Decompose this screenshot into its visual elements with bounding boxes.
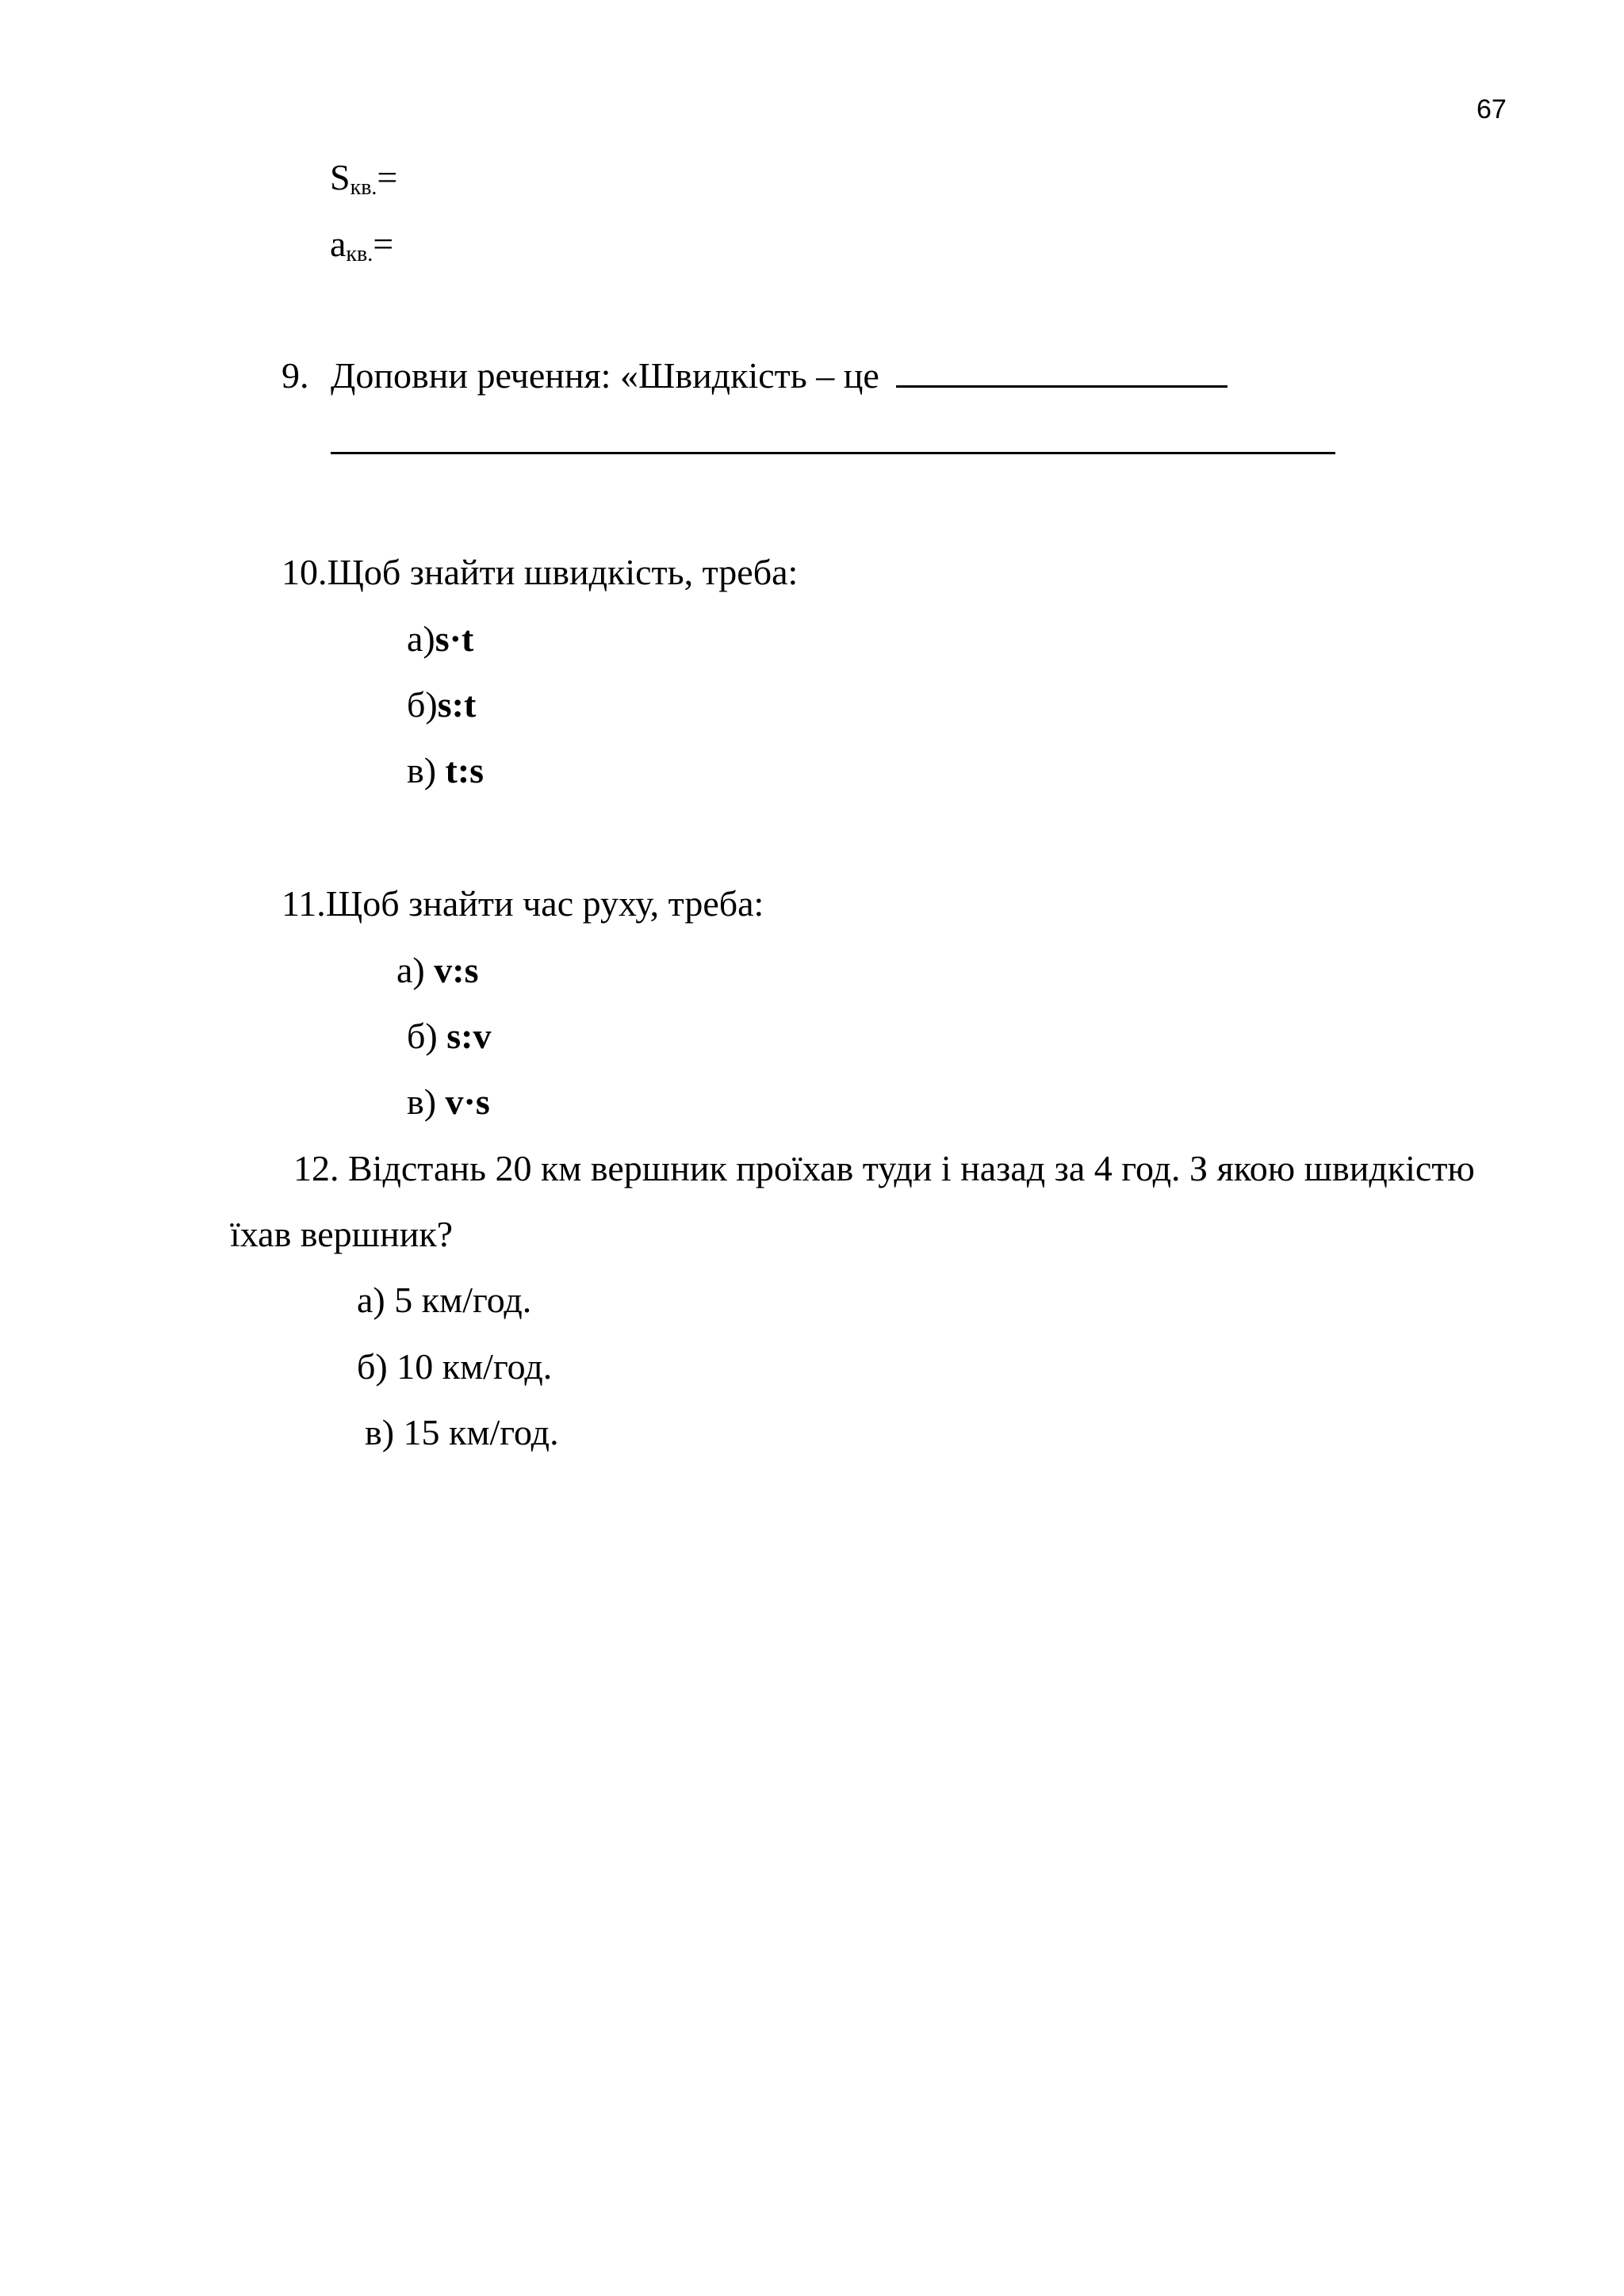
option-formula: s:v xyxy=(446,1016,492,1056)
formula-suffix: = xyxy=(373,224,394,264)
formula-symbol: S xyxy=(330,157,350,197)
question-number: 11. xyxy=(282,883,326,924)
formula-s xyxy=(330,155,397,210)
formula-subscript: кв. xyxy=(346,242,373,266)
option-label: б) xyxy=(407,684,438,725)
q11-option-a[interactable] xyxy=(396,948,478,993)
answer-blank-1[interactable] xyxy=(896,355,1228,388)
option-formula: s·t xyxy=(435,618,474,659)
option-formula: v·s xyxy=(445,1081,490,1122)
question-11 xyxy=(282,882,764,926)
question-10 xyxy=(282,550,798,595)
q10-option-c[interactable] xyxy=(407,748,484,793)
formula-symbol: а xyxy=(330,224,347,264)
question-text: Щоб знайти час руху, треба: xyxy=(325,883,764,924)
answer-blank-line-2[interactable] xyxy=(331,420,1335,465)
option-formula: s:t xyxy=(437,684,477,725)
page-number: 67 xyxy=(1477,94,1507,124)
formula-a xyxy=(330,222,393,277)
q12-option-a[interactable]: а) 5 км/год. xyxy=(357,1280,532,1320)
option-label: а) xyxy=(407,618,435,659)
q10-option-a[interactable] xyxy=(407,617,473,661)
question-number: 9. xyxy=(282,355,309,396)
question-12-line-1: 12. Відстань 20 км вершник проїхав туди і назад за 4 год. З якою швидкістю xyxy=(293,1148,1475,1188)
option-formula: v:s xyxy=(434,950,479,990)
option-label: а) xyxy=(396,950,435,990)
question-text: Щоб знайти швидкість, треба: xyxy=(327,552,799,592)
question-text: Доповни речення: «Швидкість – це xyxy=(331,355,879,396)
q10-option-b[interactable] xyxy=(407,683,476,727)
q12-option-c[interactable]: в) 15 км/год. xyxy=(365,1412,559,1452)
question-12-line-2: їхав вершник? xyxy=(230,1214,454,1254)
formula-subscript: кв. xyxy=(350,175,377,200)
option-label: в) xyxy=(407,1081,446,1122)
option-label: в) xyxy=(407,750,446,790)
q12-option-b[interactable]: б) 10 км/год. xyxy=(357,1346,553,1387)
formula-suffix: = xyxy=(377,157,398,197)
question-9 xyxy=(282,354,1228,398)
question-number: 10. xyxy=(282,552,327,592)
q11-option-c[interactable] xyxy=(407,1080,490,1124)
option-formula: t:s xyxy=(445,750,485,790)
answer-blank-2[interactable] xyxy=(331,422,1335,454)
option-label: б) xyxy=(407,1016,447,1056)
q11-option-b[interactable] xyxy=(407,1014,491,1058)
